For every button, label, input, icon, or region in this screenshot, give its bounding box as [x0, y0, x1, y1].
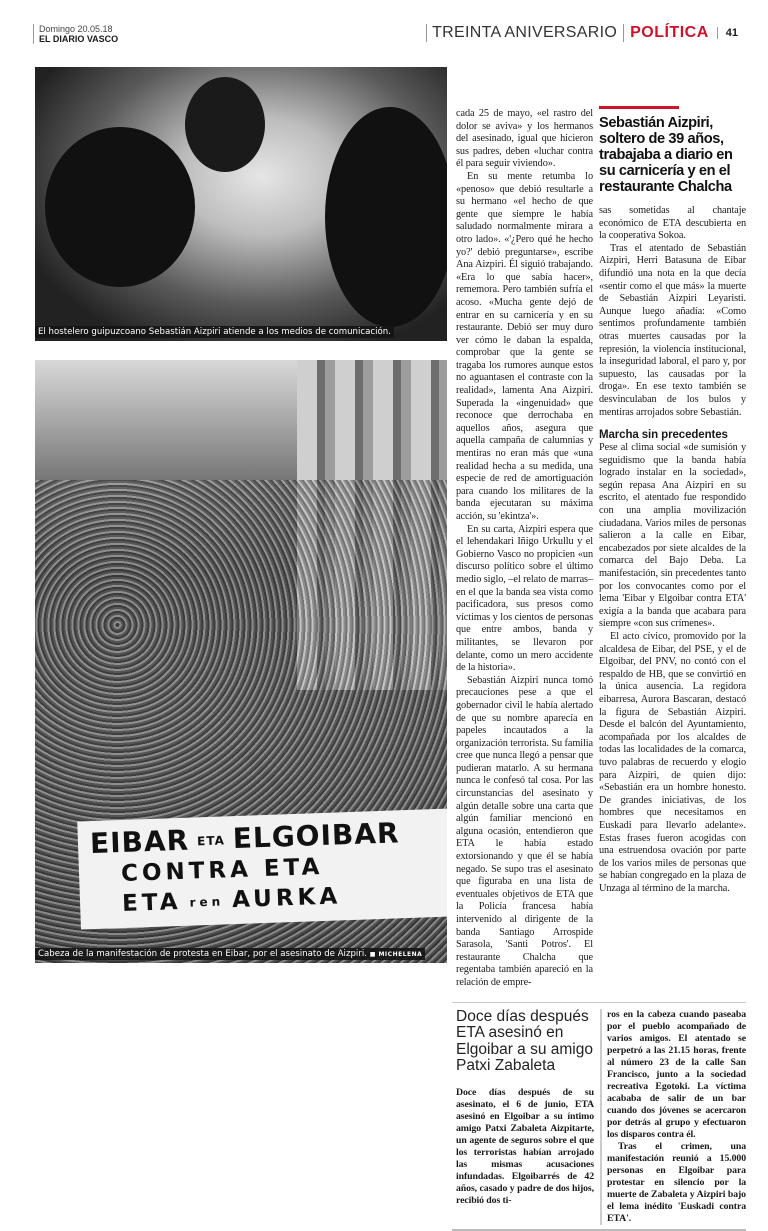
protest-banner: EIBAR ETA ELGOIBAR CONTRA ETA ETA ren AURKA — [77, 809, 447, 930]
section-header — [426, 24, 738, 42]
photo-caption: Cabeza de la manifestación de protesta en Eibar, por el asesinato de Aizpiri. ■ MICHELENA — [35, 948, 425, 960]
photo-caption: El hostelero guipuzcoano Sebastián Aizpiri atiende a los medios de comunicación. — [35, 326, 394, 338]
subheading: Marcha sin precedentes — [599, 429, 728, 442]
sidebar-column-2: ros en la cabeza cuando paseaba por el pueblo acompañado de varios amigos. El atentado se perpetró a las 21.15 horas, frente al número 23 de la calle San Francisco, junto a la sociedad recreativa Egotoki. La víctima acababa de salir de un bar cuando dos jóvenes se acercaron por detrás al grupo y efectuaron los disparos contra él. Tras el crimen, una manifestación reunió a 15.000 personas en Elgoibar para protestar en silencio por la muerte de Zabaleta y Aizpiri bajo el lema inédito 'Euskadi contra ETA'. — [600, 1009, 746, 1225]
newspaper-name: EL DIARIO VASCO — [39, 34, 119, 44]
sidebar-box — [452, 1003, 746, 1231]
sidebar-column-1: Doce días después de su asesinato, el 6 de junio, ETA asesinó en Elgoibar a su íntimo amigo Patxi Zabaleta Aizpitarte, un agente de seguros sobre el que los terroristas habían arrojado las mismas acusaciones infundadas. Elgoibarrés de 42 años, casado y padre de dos hijos, recibió dos ti- — [456, 1086, 594, 1206]
photo-demonstration — [35, 360, 447, 963]
page-number: 41 — [717, 27, 738, 39]
issue-date: Domingo 20.05.18 — [39, 24, 113, 34]
section-name: TREINTA ANIVERSARIO — [426, 24, 623, 42]
article-column-2: sas sometidas al chantaje económico de ETA descubierta en la cooperativa Sokoa. Tras el atentado de Sebastián Aizpiri, Herri Batasuna de Eibar difundió una nota en la que decía «sentir como el que más» la muerte de Sebastián Aizpiri Leyaristi. Aunque luego añadía: «Como sentimos profundamente también otras muertes causadas por la represión, la violencia institucional, la inseguridad laboral, el paro y, por supuesto, las causadas por la droga». En ese texto también se desvinculaban de los bulos y mentiras arrojados sobre Sebastián. Marcha sin precedentes Pese al clima social «de sumisión y seguidismo que la banda había logrado instalar en la sociedad», según repasa Ana Aizpiri en su escrito, el atentado fue respondido con una amplia movilización ciudadana. Varios miles de personas salieron a la calle en Eibar, encabezados por siete alcaldes de la comarca del Bajo Deba. La manifestación, sin precedentes tanto por los convocantes como por el lema 'Eibar y Elgoibar contra ETA' exigía a la banda que acabara para siempre «con sus crímenes». El acto cívico, promovido por la alcaldesa de Eibar, del PSE, y el de Elgoibar, del PNV, no contó con el respaldo de HB, que se convirtió en la única ausencia. La regidora eibarresa, Aurora Bascaran, destacó la figura de Sebastián Aizpiri. Desde el balcón del Ayuntamiento, acompañada por los alcaldes de todas las localidades de la comarca, tuvo palabras de recuerdo y elogio para Aizpiri, de quien dijo: «Sebastián era un hombre honesto. De grandes iniciativas, de los hombres que necesitamos en Euskadi para llevarlo adelante». Estas frases fueron acogidas con una estruendosa ovación por parte de los varios miles de personas que se habían congregado en la plaza de Unzaga al término de la marcha. — [599, 205, 746, 894]
category-name: POLÍTICA — [623, 24, 717, 42]
text-area — [452, 106, 746, 1231]
photo-aizpiri-press — [35, 67, 447, 341]
pull-headline: Sebastián Aizpiri, soltero de 39 años, trabajaba a diario en su carnicería y en el restaurante Chalcha — [599, 115, 733, 195]
article-column-1: cada 25 de mayo, «el rastro del dolor se aviva» y los hermanos del asesinado, igual que hicieron sus padres, deben «luchar contra él para seguir viviendo». En su mente retumba lo «penoso» que debió resultarle a su hermano «el hecho de que gente que siempre le había saludado normalmente mirara a otro lado». «'¿Pero qué he hecho yo?' debió preguntarse», escribe Ana Aizpiri. Él siguió trabajando. «Era lo que sabía hacer», rememora. Pero también sufría el acoso. «Mucha gente dejó de entrar en su carnicería y en su restaurante. Debió ser muy duro ver cómo le daban la espalda, comprobar que la gente se tragaba los rumores aunque estos no aguantasen el contraste con la realidad», lamenta Ana Aizpiri. Superada la «ingenuidad» que reconoce que derrochaba en aquellos años, asegura que aquella campaña de calumnias y mentiras no eran más que «una realidad hecha a su medida, una especie de red de amortiguación para cuando los militares de la banda ejecutaran su máxima acción, su 'ekintza'». En su carta, Aizpiri espera que el lehendakari Iñigo Urkullu y el Gobierno Vasco no propicien «un discurso político sobre el último medio siglo, –el relato de marras– en el que la banda sea vista como pacificadora, sus presos como víctimas y los cientos de personas que entre ambos, banda y militantes, se llevaron por delante, como un mero accidente de la historia». Sebastián Aizpiri nunca tomó precauciones pese a que el gobernador civil le había alertado de que su nombre aparecía en papeles incautados a la organización terrorista. Su familia cree que nunca llegó a pensar que pudieran matarlo. A su hermana nunca le confesó tal cosa. Por las circunstancias del asesinato y algún detalle sobre una carta que algún familiar mencionó en alguna ocasión, entendieron que ETA le había estado extorsionando y que él se había negado. Se supo tras el asesinato que figuraba en una lista de eventuales objetivos de ETA que la Policía francesa había intervenido al dirigente de la banda Santiago Arrospide Sarasola, 'Santi Potros'. El restaurante Chalcha que regentaba también apareció en la relación de empre- — [456, 108, 593, 988]
accent-bar — [599, 106, 679, 109]
masthead — [33, 24, 118, 44]
sidebar-title: Doce días después ETA asesinó en Elgoibar a su amigo Patxi Zabaleta — [456, 1007, 593, 1075]
photo-credit: ■ MICHELENA — [369, 951, 423, 958]
